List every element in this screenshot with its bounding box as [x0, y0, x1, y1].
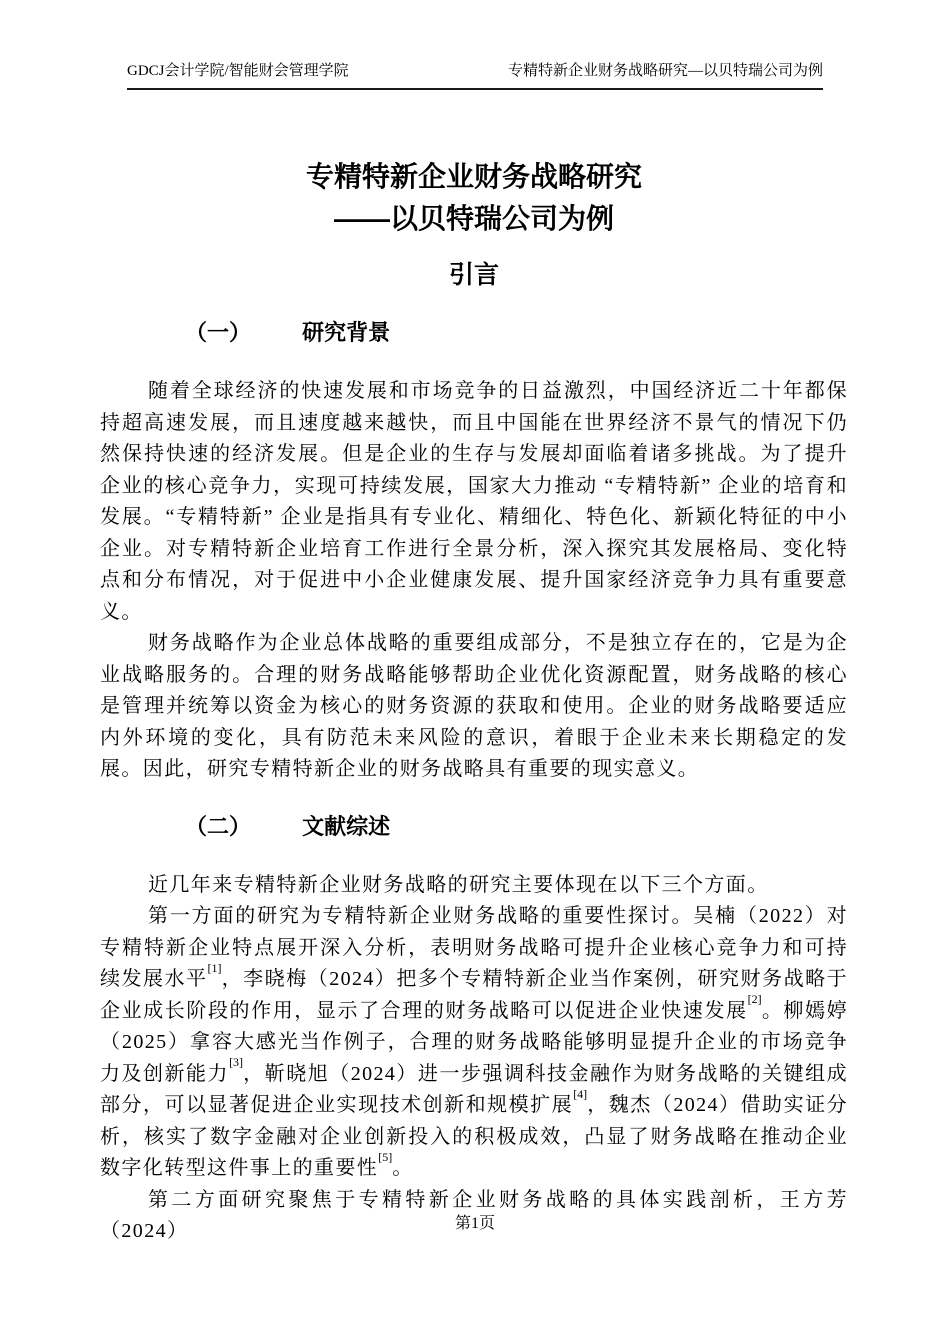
document-title-line1: 专精特新企业财务战略研究 — [305, 161, 642, 192]
section-2-number: （二） — [185, 813, 252, 839]
header-left-text: GDCJ会计学院/智能财会管理学院 — [127, 63, 349, 79]
section-1-number: （一） — [185, 320, 252, 345]
page-header — [127, 0, 823, 90]
paragraph-s2p2: 第一方面的研究为专精特新企业财务战略的重要性探讨。吴楠（2022）对专精特新企业特点展开深入分析，表明财务战略可提升企业核心竞争力和可持续发展水平[1]，李晓梅（2024）把多个专精特新企业当作案例，研究财务战略于企业成长阶段的作用，显示了合理的财务战略可以促进企业快速发展[2]。柳嫣婷（2025）拿容大感光当作例子，合理的财务战略能够明显提升企业的市场竞争力及创新能力[3]，靳晓旭（2024）进一步强调科技金融作为财务战略的关键组成部分，可以显著促进企业实现技术创新和规模扩展[4]，魏杰（2024）借助实证分析，核实了数字金融对企业创新投入的积极成效，凸显了财务战略在推动企业数字化转型这件事上的重要性[5]。 — [100, 905, 849, 1179]
page-number: 第1页 — [454, 1215, 495, 1232]
paragraph-s1p2: 财务战略作为企业总体战略的重要组成部分，不是独立存在的，它是为企业战略服务的。合理的财务战略能够帮助企业优化资源配置，财务战略的核心是管理并统筹以资金为核心的财务资源的获取和使用。企业的财务战略要适应内外环境的变化，具有防范未来风险的意识，着眼于企业未来长期稳定的发展。因此，研究专精特新企业的财务战略具有重要的现实意义。 — [100, 632, 848, 780]
section-2-title: 文献综述 — [302, 813, 391, 839]
paragraph-s2p3: 第二方面研究聚焦于专精特新企业财务战略的具体实践剖析，王方芳（2024） — [100, 1188, 848, 1242]
document-title-line2: ——以贝特瑞公司为例 — [333, 203, 614, 234]
section-heading-2 — [185, 812, 848, 842]
header-right-text: 专精特新企业财务战略研究—以贝特瑞公司为例 — [507, 63, 823, 79]
section-heading-1 — [185, 318, 848, 348]
paragraph-s2p1: 近几年来专精特新企业财务战略的研究主要体现在以下三个方面。 — [148, 873, 769, 896]
paragraph-s1p1: 随着全球经济的快速发展和市场竞争的日益激烈，中国经济近二十年都保持超高速发展，而且速度越来越快，而且中国能在世界经济不景气的情况下仍然保持快速的经济发展。但是企业的生存与发展却面临着诸多挑战。为了提升企业的核心竞争力，实现可持续发展，国家大力推动 “专精特新” 企业的培育和发展。“专精特新” 企业是指具有专业化、精细化、特色化、新颖化特征的中小企业。对专精特新企业培育工作进行全景分析，深入探究其发展格局、变化特点和分布情况，对于促进中小企业健康发展、提升国家经济竞争力具有重要意义。 — [100, 380, 848, 623]
intro-heading: 引言 — [448, 261, 499, 289]
document-body — [100, 156, 848, 1248]
page-footer — [0, 1213, 950, 1235]
section-1-title: 研究背景 — [302, 320, 391, 345]
